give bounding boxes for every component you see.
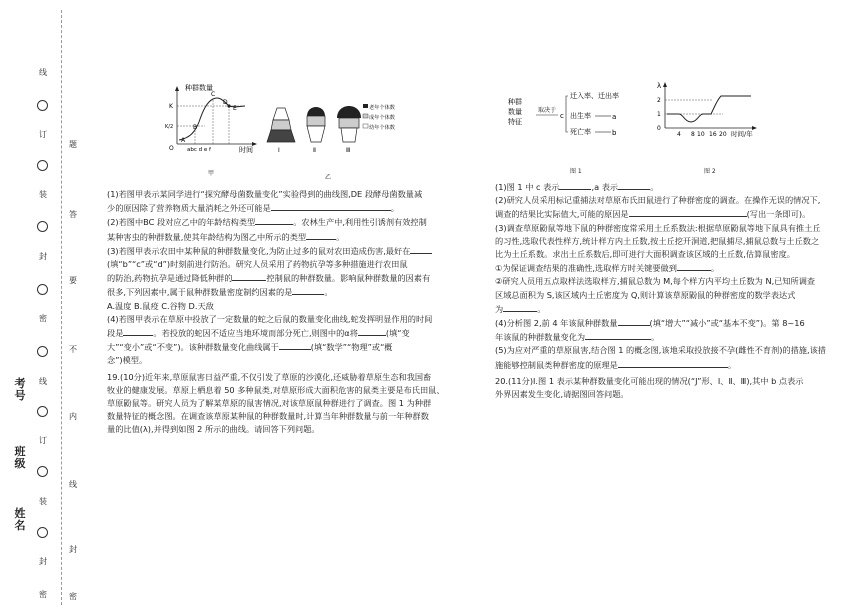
concept-c: c [560,112,564,120]
r1-line-b: ,a 表示 [591,182,619,192]
lambda-xtick-16: 16 [709,131,717,138]
binding-char: 封 [39,557,47,566]
q20-line1: 20.(11分)Ⅰ.图 1 表示某种群数量变化可能出现的情况(“J”形、Ⅰ、Ⅱ、Ⅲ),其中 b 点表示 [495,375,804,386]
lambda-ytick-2: 2 [657,97,661,104]
point-d: D [223,99,228,106]
answer-blank[interactable] [358,326,386,336]
binding-char: 线 [39,377,47,386]
hint-char: 线 [69,480,77,489]
concept-map-figure [508,84,648,139]
q3-options: A.温度 B.鼠疫 C.谷物 D.天敌 [107,300,214,311]
curve-half-k-label: K/2 [165,124,174,130]
binding-char: 密 [39,590,47,599]
answer-blank[interactable] [629,207,747,217]
binding-char: 订 [39,436,47,445]
legend-young: 幼年个体数 [369,125,395,131]
point-e: E [233,105,237,112]
concept-left-3: 特征 [508,118,522,126]
binding-char: 线 [39,68,47,77]
q19-line2: 牧业的健康发展。草原上栖息着 50 多种鼠类,对草原形成大面积危害的鼠类主要是布氏田鼠、 [107,384,445,395]
concept-item-2: 出生率 [570,112,591,120]
r3-line1: (3)调查草原鼢鼠等地下鼠的种群密度常采用土丘系数法:根据草原鼢鼠等地下鼠具有推土丘 [495,222,821,233]
answer-blank[interactable] [618,316,650,326]
binding-hole [37,346,48,357]
binding-char: 封 [39,252,47,261]
hint-char: 封 [69,545,77,554]
r4-line1: (4)分析图 2,前 4 年该鼠种群数量 [495,318,618,329]
q4-line1: (4)若图甲表示在草原中投放了一定数量的蛇之后鼠的数量变化曲线,蛇发挥明显作用的时间 [107,313,433,324]
field-name: 姓名 [14,507,26,532]
legend-adult: 成年个体数 [369,115,395,121]
lambda-xtick-8: 8 [691,131,695,138]
concept-left-1: 种群 [508,98,522,106]
binding-char: 订 [39,130,47,139]
q3-line2: (填“b”“c”或“d”)时刻前进行防治。研究人员采用了药物抗孕等多种措施进行农田鼠 [107,259,408,270]
q19-line5: 量的比值(λ),并得到如图 2 所示的曲线。请回答下列问题。 [107,424,320,435]
answer-blank[interactable] [677,261,711,271]
r2-line1: (2)研究人员采用标记重捕法对草原布氏田鼠进行了种群密度的调查。在操作无误的情况下, [495,195,821,206]
fig-yi-caption: 乙 [325,174,332,181]
lambda-ytick-0: 0 [657,125,661,132]
answer-blank[interactable] [292,285,324,295]
q1-line2: 少的原因除了营养物质大量消耗之外还可能是 [107,203,271,214]
hint-char: 内 [69,412,77,421]
r3-sub2-line2: 区域总面积为 S,该区域内土丘密度为 Q,则计算该草原鼢鼠的种群密度的数学表达式 [495,289,796,300]
answer-blank[interactable] [503,302,537,312]
hint-char: 题 [69,140,77,149]
q3-line3b: 控制鼠的种群数量。影响鼠种群数量的因素有 [266,273,431,284]
r4-line2: 年该鼠的种群数量变化为 [495,332,586,343]
curve-ylabel: 种群数量 [185,84,213,92]
point-c: C [211,91,216,98]
binding-hole [37,221,48,232]
q19-line3: 草原鼢鼠等。研究人员为了解某草原的鼠害情况,对该草原鼠种群进行了调查。图 1 为种群 [107,398,432,409]
answer-blank[interactable] [618,180,650,190]
r5-line2: 施能够控制鼠类种群密度的原理是 [495,359,618,370]
pyramid-label-3: Ⅲ [346,147,351,154]
q4-line2c: (填“变 [385,328,410,339]
concept-item-1: 迁入率、迁出率 [570,92,619,100]
q2-line2: 某种害虫的种群数量,使其年龄结构为图乙中所示的类型 [107,231,307,242]
lambda-xtick-10: 10 [697,131,705,138]
fig1-caption: 图 1 [570,168,582,175]
binding-dashed-line [61,10,62,605]
r3-sub2-line1: ②研究人员用五点取样法选取样方,捕鼠总数为 M,每个样方内平均土丘数为 N,已知所调查 [495,276,816,287]
curve-ticks: abc d e f [187,147,211,153]
growth-curve-figure [165,82,265,162]
pyramid-label-1: Ⅰ [278,147,280,154]
lambda-xtick-4: 4 [677,131,681,138]
q20-line2: 外界因素发生变化,请据图回答问题。 [495,389,629,400]
point-b: B [193,124,198,131]
lambda-chart-figure [653,80,768,140]
lambda-ylabel: λ [657,82,662,90]
binding-char: 装 [39,190,47,199]
binding-margin [0,0,90,608]
binding-hole [37,100,48,111]
binding-hole [37,406,48,417]
hint-char: 不 [69,345,77,354]
age-pyramid-figure [263,100,403,158]
binding-char: 装 [39,497,47,506]
r3-line3: 比为土丘系数。求出土丘系数后,即可进行大面积调查该区域的土丘数,估算鼠密度。 [495,249,795,260]
answer-blank[interactable] [279,340,311,350]
answer-blank[interactable] [559,180,591,190]
lambda-xtick-20: 20 [719,131,727,138]
concept-a: a [612,113,617,121]
q2-line1: (2)若图中BC 段对应乙中的年龄结构类型 [107,217,256,228]
q3-line4: 很多,下列因素中,属于鼠种群数量密度制约因素的是 [107,287,293,298]
concept-left-2: 数量 [508,108,522,116]
concept-item-3: 死亡率 [570,128,591,136]
answer-blank[interactable] [618,358,728,368]
binding-hole [37,527,48,538]
right-column: (1)图 1 中 c 表示 ,a 表示 。 (2)研究人员采用标记重捕法对草原布氏田鼠进行了种群密度的调查。在操作无误的情况下, 调查的结果比实际值大,可能的原因是 (写出一条即可)。 (3)调查草原鼢鼠等地下鼠的种群密度常采用土丘系数法:根据草原鼢鼠等地下鼠具有推土丘 的习性,选取代表性样方,统计样方内土丘数,按土丘挖开洞道,把鼠捕尽,捕鼠总数与土丘数之 比为土丘系数。求出土丘系数后,即可进行大面积调查该区域的土丘数,估算鼠密度。 ①为保证调查结果的准确性,选取样方时关键要做到 。 ②研究人员用五点取样法选取样方,捕鼠总数为 M,每个样方内平均土丘数为 N,已知所调查 区域总面积为 S,该区域内土丘密度为 Q,则计算该草原鼢鼠的种群密度的数学表达式 为 。 (4)分析图 2,前 4 年该鼠种群数量 (填“增大”“减小”或“基本不变”)。第 8~16 年该鼠的种群数量变化为 。 (5)为应对严重的草原鼠害,结合图 1 的概念图,该地采取投放接不孕(雌性不育剂)的措施,该措 施能够控制鼠类种群密度的原理是 。 20.(11分)Ⅰ.图 1 表示某种群数量变化可能出现的情况(“J”形、Ⅰ、Ⅱ、Ⅲ),其中 b 点表示 外界因素发生变化,请据图回答问题。 [495,182,826,400]
q4-line2b: 。若投放的蛇因不适应当地环境而部分死亡,则图中的α将 [153,328,358,339]
answer-blank[interactable] [410,244,432,254]
r3-line2: 的习性,选取代表性样方,统计样方内土丘数,按土丘挖开洞道,把鼠捕尽,捕鼠总数与土丘数之 [495,235,820,246]
answer-blank[interactable] [232,271,266,281]
pyramid-label-2: Ⅱ [313,147,316,154]
left-column: (1)若图甲表示某同学进行“探究酵母菌数量变化”实验得到的曲线图,DE 段酵母菌数量减 少的原因除了营养物质大量消耗之外还可能是 。 (2)若图中BC 段对应乙中的年龄结构类型 。农林生产中,利用性引诱剂有效控制 某种害虫的种群数量,使其年龄结构为图乙中所示的类型 。 (3)若图甲表示农田中某种鼠的种群数量变化,为防止过多的鼠对农田造成伤害,最好在 (填“b”“c”或“d”)时刻前进行防治。研究人员采用了药物抗孕等多种措施进行农田鼠 的防治,药物抗孕是通过降低种群的 控制鼠的种群数量。影响鼠种群数量的因素有 很多,下列因素中,属于鼠种群数量密度制约因素的是 。 A.温度 B.鼠疫 C.谷物 D.天敌 (4)若图甲表示在草原中投放了一定数量的蛇之后鼠的数量变化曲线,蛇发挥明显作用的时间 段是 。若投放的蛇因不适应当地环境而部分死亡,则图中的α将 (填“变 大”“变小”或“不变”)。该种群数量变化曲线属于 (填“数学”“物理”或“概 念”)模型。 19.(10分)近年来,草原鼠害日益严重,不仅引发了草原的沙漠化,还威胁着草原生态和我国畜 牧业的健康发展。草原上栖息着 50 多种鼠类,对草原形成大面积危害的鼠类主要是布氏田鼠、 草原鼢鼠等。研究人员为了解某草原的鼠害情况,对该草原鼠种群进行了调查。图 1 为种群 数量特征的概念图。在调查该草原某种鼠的种群数量时,计算当年种群数量与前一年种群数 量的比值(λ),并得到如图 2 所示的曲线。请回答下列问题。 [107,189,445,435]
r2-line2: 调查的结果比实际值大,可能的原因是 [495,209,629,220]
binding-char: 密 [39,314,47,323]
r1-line: (1)图 1 中 c 表示 [495,182,560,192]
hint-char: 答 [69,210,77,219]
field-exam-number: 考号 [14,377,26,402]
lambda-ytick-1: 1 [657,111,661,118]
point-a: A [181,137,186,144]
legend-old: 老年个体数 [369,105,395,111]
curve-k-label: K [169,103,173,110]
lambda-xlabel: 时间/年 [731,130,753,138]
hint-char: 要 [69,276,77,285]
q1-line1: (1)若图甲表示某同学进行“探究酵母菌数量变化”实验得到的曲线图,DE 段酵母菌数量减 [107,189,423,199]
concept-b: b [612,129,617,137]
q4-line3b: (填“数学”“物理”或“概 [310,342,393,353]
q4-line3a: 大”“变小”或“不变”)。该种群数量变化曲线属于 [107,342,279,353]
curve-xlabel: 时间 [239,146,253,154]
answer-blank[interactable] [585,330,651,340]
field-class: 班级 [14,445,26,470]
q19-line4: 数量特征的概念图。在调查该草原某种鼠的种群数量时,计算当年种群数量与前一年种群数 [107,411,429,422]
binding-hole [37,160,48,171]
q4-line4: 念”)模型。 [107,355,148,366]
binding-hole [37,466,48,477]
r2-line2b: (写出一条即可)。 [746,209,811,220]
concept-decide: 取决于 [538,107,557,114]
binding-hole [37,284,48,295]
q3-line1: (3)若图甲表示农田中某种鼠的种群数量变化,为防止过多的鼠对农田造成伤害,最好在 [107,245,411,256]
r3-sub2-line3: 为 [495,303,504,314]
answer-blank[interactable] [123,326,153,336]
curve-origin: O [169,145,174,152]
fig2-caption: 图 2 [704,168,716,175]
r5-line1: (5)为应对严重的草原鼠害,结合图 1 的概念图,该地采取投放接不孕(雌性不育剂)的措施,该措 [495,345,826,356]
answer-blank[interactable] [255,215,293,225]
hint-char: 密 [69,592,77,601]
r4-line1b: (填“增大”“减小”或“基本不变”)。第 8~16 [649,318,805,329]
q4-line2a: 段是 [107,328,124,339]
r3-sub1: ①为保证调查结果的准确性,选取样方时关键要做到 [495,263,677,274]
q3-line3: 的防治,药物抗孕是通过降低种群的 [107,273,233,284]
q19-line1: 19.(10分)近年来,草原鼠害日益严重,不仅引发了草原的沙漠化,还威胁着草原生态和我国畜 [107,371,432,382]
answer-blank[interactable] [306,230,336,240]
answer-blank[interactable] [271,201,391,211]
q2-line1b: 。农林生产中,利用性引诱剂有效控制 [293,217,427,228]
fig-jia-caption: 甲 [208,170,215,177]
